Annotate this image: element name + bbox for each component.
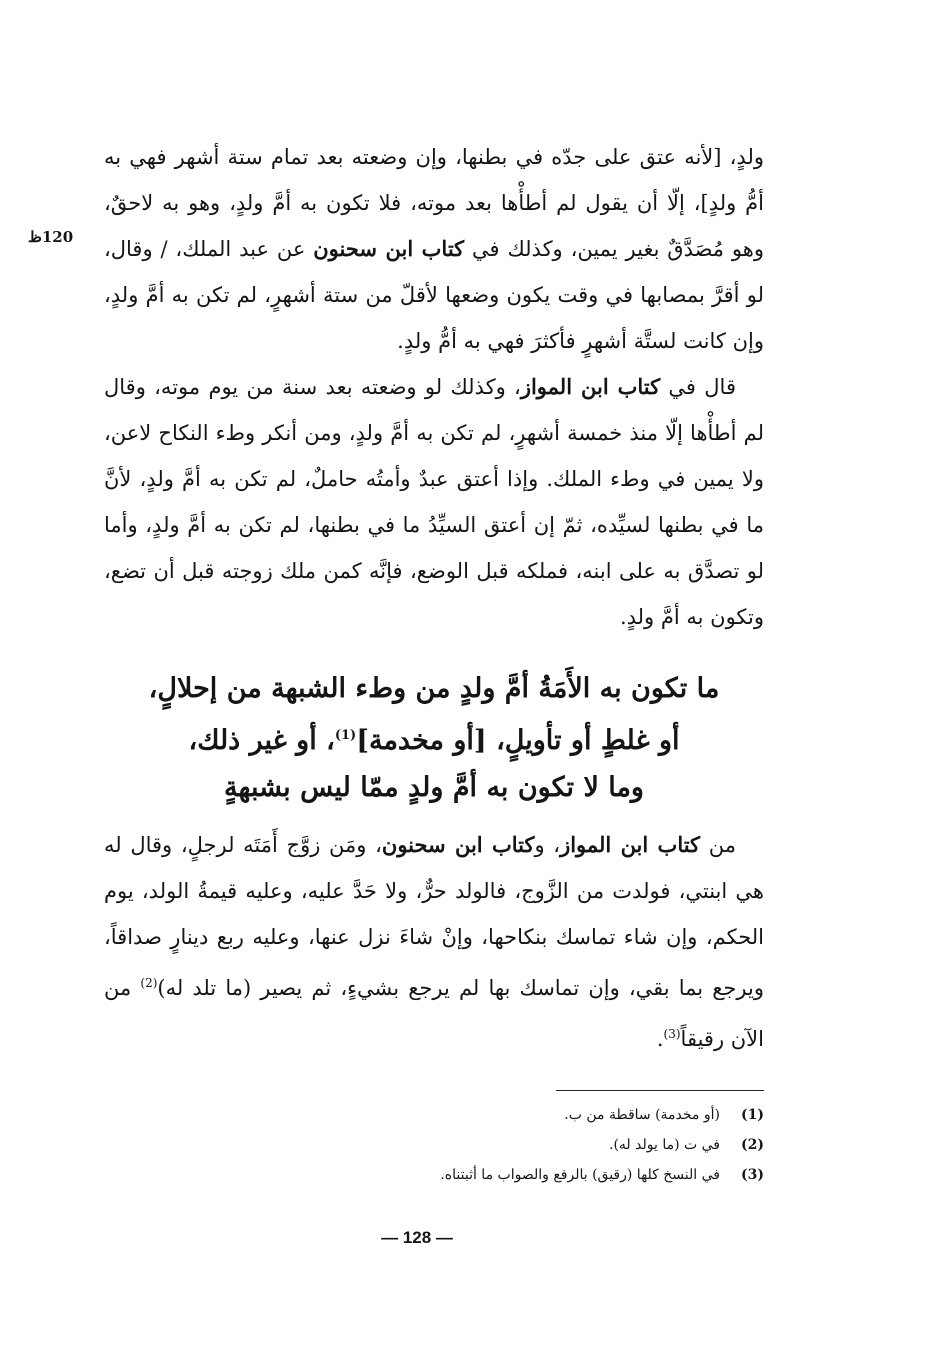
footnotes [104,1100,764,1190]
heading-line-1: ما تكون به الأَمَةُ أمَّ ولدٍ من وطء الشبهة من إحلالٍ، [148,673,720,704]
footnote-number: (2) [741,1137,764,1153]
book-title-ibn-al-mawaz: كتاب ابن المواز [520,374,661,399]
text-run: . [656,1027,664,1051]
text-run: قال في [660,375,736,399]
footnote-divider [556,1090,764,1091]
manuscript-folio-marker: 120ظ [28,228,74,246]
heading-line-3: وما لا تكون به أمَّ ولدٍ ممّا ليس بشبهةٍ [224,772,644,803]
footnote-text: في النسخ كلها (رقيق) بالرفع والصواب ما أثبتناه. [440,1167,720,1183]
footnote-number: (1) [741,1107,764,1123]
footnote-item [104,1100,764,1130]
book-title-ibn-sahnun: كتاب ابن سحنون [313,236,465,261]
book-title-ibn-sahnun: كتاب ابن سحنون [381,832,535,857]
footnote-ref-3[interactable]: (3) [663,1027,681,1041]
text-run: عن عبد الملك، / وقال، لو أقرَّ بمصابها في وقت يكون وضعها لأقلّ من ستة أشهرٍ، لم تكن به أمَّ ولدٍ، وإن كانت لستَّة أشهرٍ فأكثرَ فهي به أمُّ ولدٍ. [104,237,764,353]
paragraph-3-text [104,822,764,1062]
footnote-item [104,1130,764,1160]
book-title-ibn-al-mawaz: كتاب ابن المواز [560,832,701,857]
footnote-number: (3) [741,1167,764,1183]
paragraph-3 [104,822,764,1062]
text-run: ، وكذلك لو وضعته بعد سنة من يوم موته، وقال لم أطأْها إلّا منذ خمسة أشهرٍ، لم تكن به أمَّ ولدٍ، ومن أنكر وطء النكاح لاعن، ولا يمين في وطء الملك. وإذا أعتق عبدٌ وأمتُه حاملٌ، لم تكن به أمَّ ولدٍ، لأنَّ ما في بطنها لسيِّده، ثمّ إن أعتق السيِّدُ ما في بطنها، لم تكن به أمَّ ولدٍ، وأما لو تصدَّق به على ابنه، فملكه قبل الوضع، فإنَّه كمن ملك زوجته قبل أن تضع، وتكون به أمَّ ولدٍ. [104,375,764,629]
text-run: ، و [534,833,561,857]
text-run: من [700,833,736,857]
heading-line-2-tail: ، أو غير ذلك، [188,725,335,756]
footnote-item [104,1160,764,1190]
section-heading [104,665,764,811]
footnote-ref-1[interactable]: (1) [334,728,357,743]
page-number: — 128 — [381,1228,453,1247]
paragraph-1-text [104,134,764,364]
text-run: ولدٍ، [لأنه عتق على جدّه في بطنها، وإن وضعته بعد تمام ستة أشهر فهي به أمُّ ولدٍ]، إلّا أن يقول لم أطأْها بعد موته، فلا تكون به أمَّ ولدٍ، وهو به لاحقٌ، وهو مُصَدَّقٌ بغير يمين، وكذلك في [104,145,764,261]
paragraph-2 [104,364,764,640]
footnote-text: (أو مخدمة) ساقطة من ب. [564,1107,720,1123]
paragraph-2-text [104,364,764,640]
footnote-text: في ت (ما يولد له). [609,1137,720,1153]
footnote-ref-2[interactable]: (2) [140,976,158,990]
text-run: من الآن رقيقاً [104,976,764,1051]
text-run: ، ومَن زوَّج أَمَتَه لرجلٍ، وقال له هي ابنتي، فولدت من الزَّوج، فالولد حرٌّ، ولا حَدَّ عليه، وعليه قيمةُ الولد، يوم الحكم، وإن شاء تماسك بنكاحها، وإنْ شاءَ نزل عنها، وعليه ربع دينارٍ صداقاً، ويرجع بما بقي، وإن تماسك بها لم يرجع بشيءٍ، ثم يصير (ما تلد له) [104,833,764,1000]
heading-line-2 [104,712,764,764]
paragraph-1 [104,134,764,364]
heading-line-2-text: أو غلطٍ أو تأويلٍ، [أو مخدمة] [356,725,680,756]
